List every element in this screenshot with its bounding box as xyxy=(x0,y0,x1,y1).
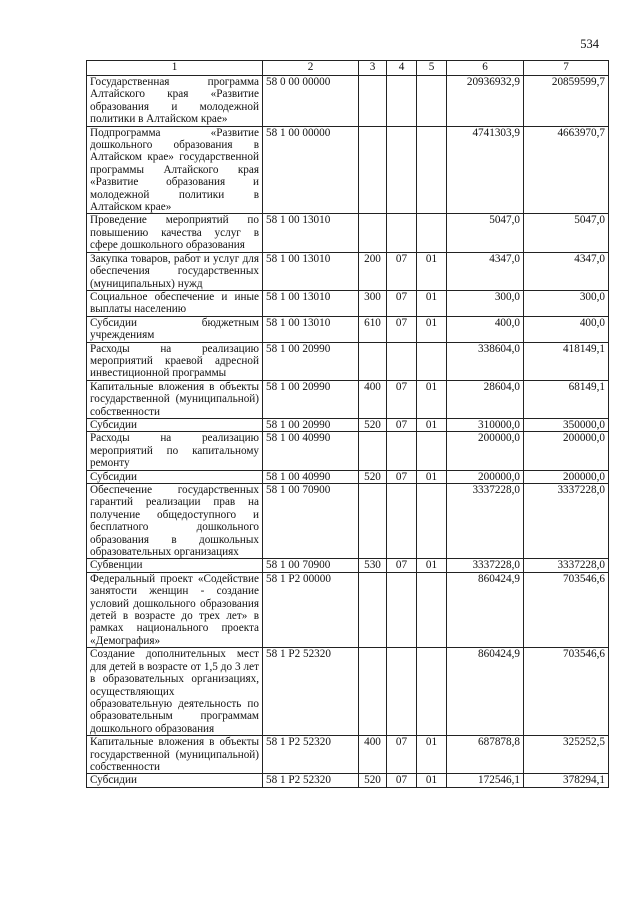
table-row xyxy=(87,774,609,787)
header-cell: 6 xyxy=(447,61,524,76)
header-cell: 3 xyxy=(359,61,387,76)
row-amount-cell: 200000,0 xyxy=(524,470,609,483)
row-expense-type-cell: 610 xyxy=(359,316,387,342)
row-expense-type-cell: 520 xyxy=(359,470,387,483)
row-code-cell: 58 1 00 40990 xyxy=(263,432,359,470)
row-name-cell: Субсидии xyxy=(87,470,263,483)
row-name-cell: Капитальные вложения в объекты государственной (муниципальной) собственности xyxy=(87,380,263,418)
row-expense-type-cell: 530 xyxy=(359,559,387,572)
row-name-cell: Субвенции xyxy=(87,559,263,572)
row-section-cell: 07 xyxy=(387,736,417,774)
table-row xyxy=(87,736,609,774)
row-amount-cell: 418149,1 xyxy=(524,342,609,380)
row-amount-cell: 3337228,0 xyxy=(447,484,524,559)
row-subsection-cell: 01 xyxy=(417,252,447,290)
row-subsection-cell xyxy=(417,648,447,736)
header-cell: 7 xyxy=(524,61,609,76)
table-row xyxy=(87,648,609,736)
row-amount-cell: 3337228,0 xyxy=(524,484,609,559)
row-section-cell: 07 xyxy=(387,316,417,342)
table-row xyxy=(87,252,609,290)
row-amount-cell: 400,0 xyxy=(447,316,524,342)
row-expense-type-cell xyxy=(359,432,387,470)
table-row xyxy=(87,470,609,483)
row-amount-cell: 3337228,0 xyxy=(524,559,609,572)
row-section-cell xyxy=(387,342,417,380)
row-expense-type-cell: 200 xyxy=(359,252,387,290)
row-subsection-cell xyxy=(417,432,447,470)
table-body xyxy=(87,61,609,788)
row-section-cell xyxy=(387,214,417,252)
row-code-cell: 58 1 00 20990 xyxy=(263,342,359,380)
row-name-cell: Федеральный проект «Содействие занятости женщин - создание условий дошкольного образования детей в возрасте до трех лет» в рамках национального проекта «Демография» xyxy=(87,572,263,647)
table-row xyxy=(87,572,609,647)
row-amount-cell: 703546,6 xyxy=(524,648,609,736)
row-section-cell xyxy=(387,76,417,127)
table-row xyxy=(87,342,609,380)
row-amount-cell: 172546,1 xyxy=(447,774,524,787)
row-amount-cell: 400,0 xyxy=(524,316,609,342)
row-subsection-cell: 01 xyxy=(417,736,447,774)
table-row xyxy=(87,484,609,559)
row-code-cell: 58 1 00 70900 xyxy=(263,559,359,572)
row-name-cell: Государственная программа Алтайского края «Развитие образования и молодежной политики в Алтайском крае» xyxy=(87,76,263,127)
row-code-cell: 58 1 P2 52320 xyxy=(263,736,359,774)
row-code-cell: 58 1 P2 00000 xyxy=(263,572,359,647)
row-code-cell: 58 1 00 13010 xyxy=(263,290,359,316)
row-expense-type-cell: 400 xyxy=(359,736,387,774)
row-section-cell xyxy=(387,648,417,736)
row-amount-cell: 68149,1 xyxy=(524,380,609,418)
table-header-row xyxy=(87,61,609,76)
row-name-cell: Обеспечение государственных гарантий реализации прав на получение общедоступного и бесплатного дошкольного образования в дошкольных образовательных организациях xyxy=(87,484,263,559)
row-expense-type-cell xyxy=(359,572,387,647)
row-section-cell: 07 xyxy=(387,774,417,787)
row-subsection-cell: 01 xyxy=(417,470,447,483)
row-name-cell: Субсидии xyxy=(87,774,263,787)
row-expense-type-cell xyxy=(359,126,387,214)
row-amount-cell: 200000,0 xyxy=(447,432,524,470)
budget-table xyxy=(86,60,609,788)
row-name-cell: Расходы на реализацию мероприятий краевой адресной инвестиционной программы xyxy=(87,342,263,380)
row-name-cell: Подпрограмма «Развитие дошкольного образования в Алтайском крае» государственной программы Алтайского края «Развитие образования и молодежной политики в Алтайском крае» xyxy=(87,126,263,214)
table-row xyxy=(87,418,609,431)
row-name-cell: Закупка товаров, работ и услуг для обеспечения государственных (муниципальных) нужд xyxy=(87,252,263,290)
row-amount-cell: 4347,0 xyxy=(524,252,609,290)
row-amount-cell: 3337228,0 xyxy=(447,559,524,572)
table-row xyxy=(87,76,609,127)
row-code-cell: 58 1 00 20990 xyxy=(263,380,359,418)
row-amount-cell: 28604,0 xyxy=(447,380,524,418)
row-amount-cell: 687878,8 xyxy=(447,736,524,774)
row-section-cell xyxy=(387,572,417,647)
row-amount-cell: 20859599,7 xyxy=(524,76,609,127)
row-code-cell: 58 0 00 00000 xyxy=(263,76,359,127)
row-expense-type-cell: 520 xyxy=(359,774,387,787)
row-name-cell: Создание дополнительных мест для детей в возрасте от 1,5 до 3 лет в образовательных организациях, осуществляющих образовательную деятельность по образовательным программам дошкольного образования xyxy=(87,648,263,736)
header-cell: 1 xyxy=(87,61,263,76)
row-section-cell: 07 xyxy=(387,252,417,290)
row-amount-cell: 325252,5 xyxy=(524,736,609,774)
row-subsection-cell xyxy=(417,342,447,380)
row-amount-cell: 4663970,7 xyxy=(524,126,609,214)
row-name-cell: Расходы на реализацию мероприятий по капитальному ремонту xyxy=(87,432,263,470)
row-expense-type-cell xyxy=(359,214,387,252)
row-section-cell: 07 xyxy=(387,290,417,316)
row-amount-cell: 5047,0 xyxy=(524,214,609,252)
row-section-cell: 07 xyxy=(387,470,417,483)
row-code-cell: 58 1 00 70900 xyxy=(263,484,359,559)
header-cell: 4 xyxy=(387,61,417,76)
row-subsection-cell xyxy=(417,76,447,127)
row-section-cell: 07 xyxy=(387,380,417,418)
table-row xyxy=(87,559,609,572)
row-code-cell: 58 1 00 13010 xyxy=(263,316,359,342)
row-subsection-cell xyxy=(417,572,447,647)
row-amount-cell: 200000,0 xyxy=(447,470,524,483)
table-row xyxy=(87,126,609,214)
header-cell: 5 xyxy=(417,61,447,76)
row-amount-cell: 378294,1 xyxy=(524,774,609,787)
row-amount-cell: 300,0 xyxy=(447,290,524,316)
row-subsection-cell: 01 xyxy=(417,290,447,316)
page-number: 534 xyxy=(580,37,599,51)
table-row xyxy=(87,380,609,418)
row-expense-type-cell: 400 xyxy=(359,380,387,418)
row-section-cell: 07 xyxy=(387,559,417,572)
row-section-cell: 07 xyxy=(387,418,417,431)
row-expense-type-cell xyxy=(359,342,387,380)
table-row xyxy=(87,316,609,342)
row-name-cell: Субсидии xyxy=(87,418,263,431)
row-amount-cell: 310000,0 xyxy=(447,418,524,431)
row-amount-cell: 200000,0 xyxy=(524,432,609,470)
row-code-cell: 58 1 00 13010 xyxy=(263,252,359,290)
row-code-cell: 58 1 00 40990 xyxy=(263,470,359,483)
row-subsection-cell: 01 xyxy=(417,418,447,431)
row-expense-type-cell xyxy=(359,76,387,127)
row-section-cell xyxy=(387,126,417,214)
row-subsection-cell: 01 xyxy=(417,774,447,787)
row-code-cell: 58 1 00 13010 xyxy=(263,214,359,252)
row-section-cell xyxy=(387,484,417,559)
row-subsection-cell: 01 xyxy=(417,559,447,572)
row-expense-type-cell xyxy=(359,648,387,736)
row-subsection-cell: 01 xyxy=(417,316,447,342)
row-subsection-cell xyxy=(417,484,447,559)
row-expense-type-cell xyxy=(359,484,387,559)
row-expense-type-cell: 520 xyxy=(359,418,387,431)
row-amount-cell: 4347,0 xyxy=(447,252,524,290)
row-subsection-cell xyxy=(417,126,447,214)
row-amount-cell: 338604,0 xyxy=(447,342,524,380)
row-amount-cell: 703546,6 xyxy=(524,572,609,647)
table-row xyxy=(87,432,609,470)
row-section-cell xyxy=(387,432,417,470)
row-subsection-cell: 01 xyxy=(417,380,447,418)
row-name-cell: Капитальные вложения в объекты государственной (муниципальной) собственности xyxy=(87,736,263,774)
row-expense-type-cell: 300 xyxy=(359,290,387,316)
row-code-cell: 58 1 00 00000 xyxy=(263,126,359,214)
row-amount-cell: 4741303,9 xyxy=(447,126,524,214)
row-code-cell: 58 1 P2 52320 xyxy=(263,648,359,736)
table-row xyxy=(87,214,609,252)
row-amount-cell: 350000,0 xyxy=(524,418,609,431)
row-amount-cell: 860424,9 xyxy=(447,572,524,647)
header-cell: 2 xyxy=(263,61,359,76)
row-code-cell: 58 1 00 20990 xyxy=(263,418,359,431)
row-amount-cell: 300,0 xyxy=(524,290,609,316)
row-subsection-cell xyxy=(417,214,447,252)
row-amount-cell: 5047,0 xyxy=(447,214,524,252)
row-name-cell: Проведение мероприятий по повышению качества услуг в сфере дошкольного образования xyxy=(87,214,263,252)
row-code-cell: 58 1 P2 52320 xyxy=(263,774,359,787)
row-amount-cell: 860424,9 xyxy=(447,648,524,736)
table-row xyxy=(87,290,609,316)
row-name-cell: Субсидии бюджетным учреждениям xyxy=(87,316,263,342)
row-name-cell: Социальное обеспечение и иные выплаты населению xyxy=(87,290,263,316)
row-amount-cell: 20936932,9 xyxy=(447,76,524,127)
